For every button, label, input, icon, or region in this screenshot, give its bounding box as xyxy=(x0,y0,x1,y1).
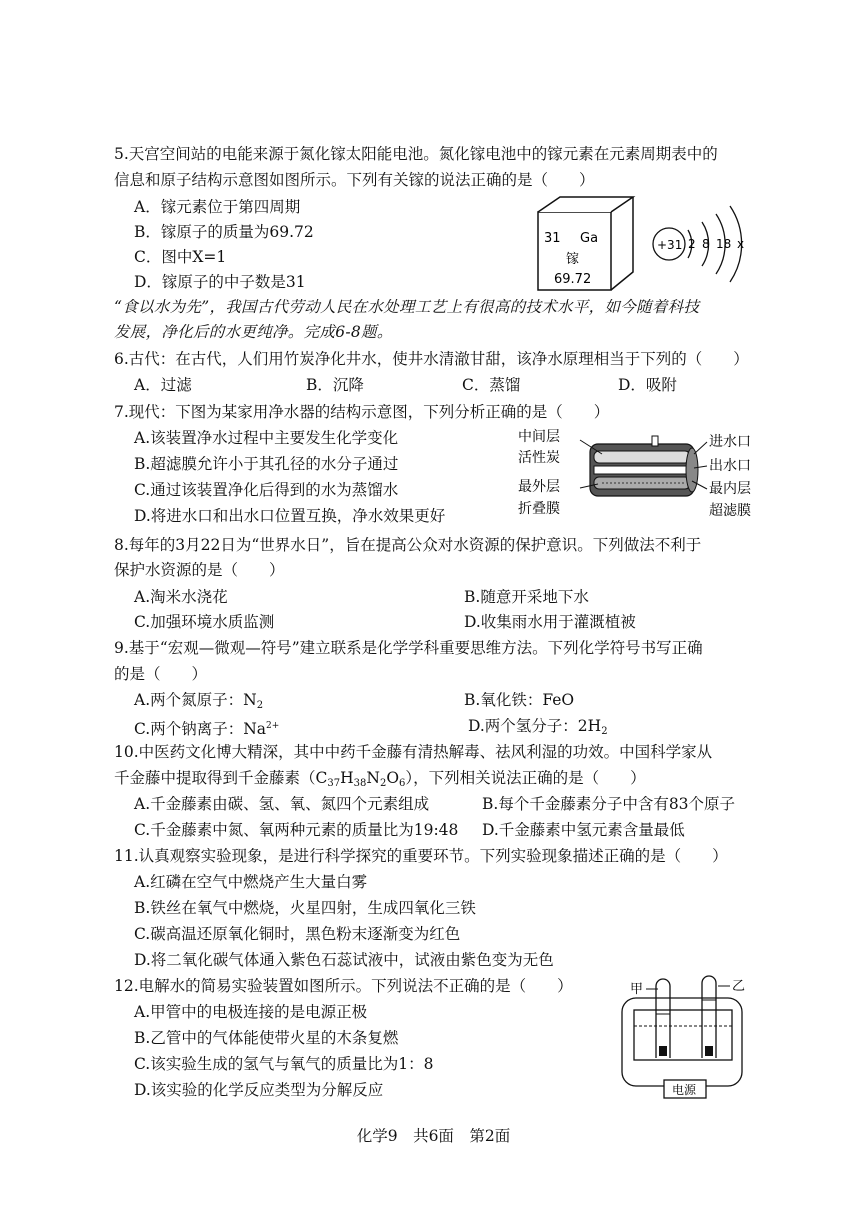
q11-option-d: D.将二氧化碳气体通入紫色石蕊试液中，试液由紫色变为无色 xyxy=(134,951,554,969)
label-ultrafiltration: 超滤膜 xyxy=(709,503,751,519)
q10-option-b: B.每个千金藤素分子中含有83个原子 xyxy=(482,795,736,813)
q8-stem-line1: 8.每年的3月22日为“世界水日”，旨在提高公众对水资源的保护意识。下列做法不利于 xyxy=(114,536,702,554)
q7-option-b: B.超滤膜允许小于其孔径的水分子通过 xyxy=(134,455,399,473)
shell-1: 2 xyxy=(688,237,696,251)
q8-option-c: C.加强环境水质监测 xyxy=(134,613,275,631)
q10-option-d: D.千金藤素中氢元素含量最低 xyxy=(482,821,685,839)
q6-stem: 6.古代：在古代，人们用竹炭净化井水，使井水清澈甘甜，该净水原理相当于下列的（ ） xyxy=(114,350,749,368)
intro-line2: 发展，净化后的水更纯净。完成6-8题。 xyxy=(114,323,393,341)
q5-option-a: A．镓元素位于第四周期 xyxy=(134,198,301,216)
q5-option-d: D．镓原子的中子数是31 xyxy=(134,273,306,291)
label-inlet: 进水口 xyxy=(709,434,751,450)
q12-option-a: A.甲管中的电极连接的是电源正极 xyxy=(134,1003,368,1021)
q6-option-b: B．沉降 xyxy=(306,376,364,394)
q7-option-d: D.将进水口和出水口位置互换，净水效果更好 xyxy=(134,507,446,525)
q5-stem-line1: 5.天宫空间站的电能来源于氮化镓太阳能电池。氮化镓电池中的镓元素在元素周期表中的 xyxy=(114,145,718,163)
q7-stem: 7.现代：下图为某家用净水器的结构示意图，下列分析正确的是（ ） xyxy=(114,403,610,421)
label-power-source: 电源 xyxy=(672,1083,697,1097)
label-outer-layer: 最外层 xyxy=(518,479,560,495)
q8-option-b: B.随意开采地下水 xyxy=(464,588,589,606)
q6-option-c: C．蒸馏 xyxy=(462,376,521,394)
tile-name: 镓 xyxy=(566,252,580,267)
purifier-cylinder xyxy=(580,436,707,496)
label-tube-yi: 乙 xyxy=(732,979,746,994)
q9-option-b: B.氧化铁：FeO xyxy=(464,691,575,709)
shell-3: 18 xyxy=(716,237,732,251)
q5-option-c: C．图中X=1 xyxy=(134,248,227,266)
label-inner-layer: 最内层 xyxy=(709,481,751,497)
label-folded-membrane: 折叠膜 xyxy=(518,501,560,517)
q10-option-a: A.千金藤素由碳、氢、氧、氮四个元素组成 xyxy=(134,795,430,813)
q11-stem: 11.认真观察实验现象，是进行科学探究的重要环节。下列实验现象描述正确的是（ ） xyxy=(114,847,728,865)
tile-symbol: Ga xyxy=(580,231,599,246)
q7-purifier-figure xyxy=(512,426,774,522)
shell-4: x xyxy=(737,237,745,251)
label-activated-carbon: 活性炭 xyxy=(518,450,560,466)
q11-option-b: B.铁丝在氧气中燃烧，火星四射，生成四氧化三铁 xyxy=(134,899,476,917)
label-outlet: 出水口 xyxy=(709,458,751,474)
tile-atomic-number: 31 xyxy=(544,231,561,246)
intro-line1: “食以水为先”，我国古代劳动人民在水处理工艺上有很高的技术水平，如今随着科技 xyxy=(114,298,700,316)
q11-option-c: C.碳高温还原氧化铜时，黑色粉末逐渐变为红色 xyxy=(134,925,461,943)
label-middle-layer: 中间层 xyxy=(518,429,560,445)
q12-option-c: C.该实验生成的氢气与氧气的质量比为1：8 xyxy=(134,1055,434,1073)
atom-nucleus: +31 xyxy=(657,238,683,252)
q6-option-d: D．吸附 xyxy=(618,376,677,394)
q12-electrolysis-figure xyxy=(612,968,772,1104)
q12-option-d: D.该实验的化学反应类型为分解反应 xyxy=(134,1081,384,1099)
q6-option-a: A．过滤 xyxy=(134,376,192,394)
page-footer: 化学9 共6面 第2面 xyxy=(356,1127,511,1145)
q10-stem-line1: 10.中医药文化博大精深，其中中药千金藤有清热解毒、祛风利湿的功效。中国科学家从 xyxy=(114,743,713,761)
q12-option-b: B.乙管中的气体能使带火星的木条复燃 xyxy=(134,1029,399,1047)
element-tile xyxy=(538,197,633,290)
q7-option-c: C.通过该装置净化后得到的水为蒸馏水 xyxy=(134,481,399,499)
q5-stem-line2: 信息和原子结构示意图如图所示。下列有关镓的说法正确的是（ ） xyxy=(114,171,595,189)
q9-option-c: C.两个钠离子：$Na^{2+}$ xyxy=(134,720,280,738)
label-tube-jia: 甲 xyxy=(630,982,644,997)
q7-option-a: A.该装置净水过程中主要发生化学变化 xyxy=(134,429,399,447)
q12-stem: 12.电解水的简易实验装置如图所示。下列说法不正确的是（ ） xyxy=(114,977,573,995)
q8-option-a: A.淘米水浇花 xyxy=(134,588,228,606)
q11-option-a: A.红磷在空气中燃烧产生大量白雾 xyxy=(134,873,368,891)
q5-option-b: B．镓原子的质量为69.72 xyxy=(134,223,314,241)
q10-stem-line2: 千金藤中提取得到千金藤素$(C_{37}H_{38}N_2O_6)$，下列相关说法正确的是（ ） xyxy=(114,769,646,789)
q5-figure xyxy=(530,192,760,297)
tile-mass: 69.72 xyxy=(554,272,592,287)
q9-option-d: D.两个氢分子：$2H_2$ xyxy=(468,717,608,737)
q9-stem-line2: 的是（ ） xyxy=(114,665,208,683)
shell-2: 8 xyxy=(702,237,710,251)
atom-diagram xyxy=(653,206,744,282)
q10-option-c: C.千金藤素中氮、氧两种元素的质量比为19:48 xyxy=(134,821,459,839)
q8-stem-line2: 保护水资源的是（ ） xyxy=(114,561,285,579)
q9-option-a: A.两个氮原子：$N_2$ xyxy=(134,691,264,711)
q8-option-d: D.收集雨水用于灌溉植被 xyxy=(464,613,636,631)
q9-stem-line1: 9.基于“宏观—微观—符号”建立联系是化学学科重要思维方法。下列化学符号书写正确 xyxy=(114,639,703,657)
